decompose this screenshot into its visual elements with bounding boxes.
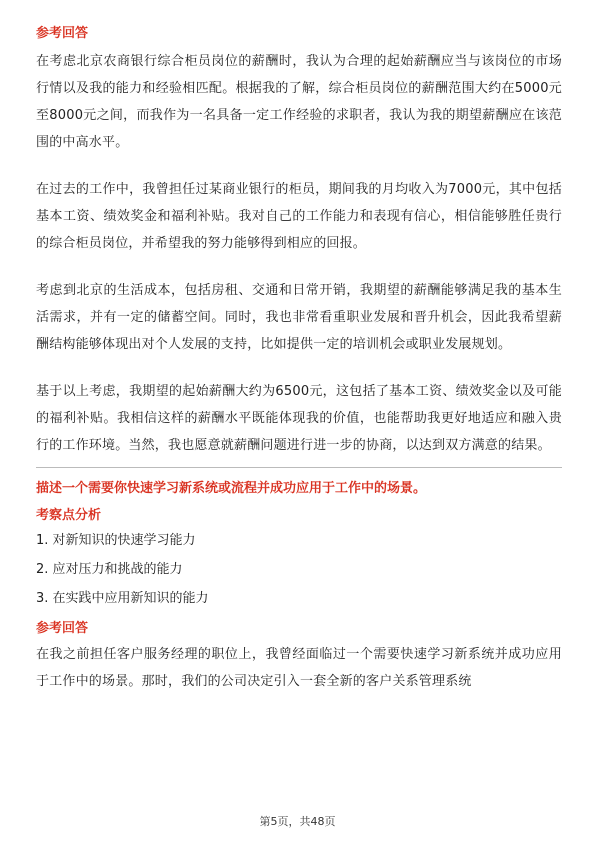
answer-paragraph-2: 在过去的工作中，我曾担任过某商业银行的柜员，期间我的月均收入为7000元，其中包括基本工资、绩效奖金和福利补贴。我对自己的工作能力和表现有信心，相信能够胜任贵行的综合柜员岗位，并希望我的努力能够得到相应的回报。 — [36, 182, 562, 251]
list-item: 3. 在实践中应用新知识的能力 — [36, 591, 209, 606]
reference-answer-heading-2: 参考回答 — [36, 621, 89, 636]
interview-question: 描述一个需要你快速学习新系统或流程并成功应用于工作中的场景。 — [36, 481, 427, 496]
answer-paragraph-4: 基于以上考虑，我期望的起始薪酬大约为6500元，这包括了基本工资、绩效奖金以及可能的福利补贴。我相信这样的薪酬水平既能体现我的价值，也能帮助我更好地适应和融入贵行的工作环境。当然，我也愿意就薪酬问题进行进一步的协商，以达到双方满意的结果。 — [36, 384, 562, 453]
page-content — [36, 24, 562, 695]
answer-paragraph-5: 在我之前担任客户服务经理的职位上，我曾经面临过一个需要快速学习新系统并成功应用于工作中的场景。那时，我们的公司决定引入一套全新的客户关系管理系统 — [36, 647, 562, 689]
analysis-points-list — [36, 526, 562, 613]
reference-answer-heading: 参考回答 — [36, 26, 89, 41]
answer-paragraph-1: 在考虑北京农商银行综合柜员岗位的薪酬时，我认为合理的起始薪酬应当与该岗位的市场行情以及我的能力和经验相匹配。根据我的了解，综合柜员岗位的薪酬范围大约在5000元至8000元之间，而我作为一名具备一定工作经验的求职者，我认为我的期望薪酬应在该范围的中高水平。 — [36, 54, 562, 150]
page-number-footer: 第5页，共48页 — [259, 815, 336, 828]
answer-paragraph-3: 考虑到北京的生活成本，包括房租、交通和日常开销，我期望的薪酬能够满足我的基本生活需求，并有一定的储蓄空间。同时，我也非常看重职业发展和晋升机会，因此我希望薪酬结构能够体现出对个人发展的支持，比如提供一定的培训机会或职业发展规划。 — [36, 283, 562, 352]
analysis-heading: 考察点分析 — [36, 508, 102, 523]
list-item: 2. 应对压力和挑战的能力 — [36, 562, 183, 577]
list-item: 1. 对新知识的快速学习能力 — [36, 533, 196, 548]
section-divider — [36, 467, 562, 468]
